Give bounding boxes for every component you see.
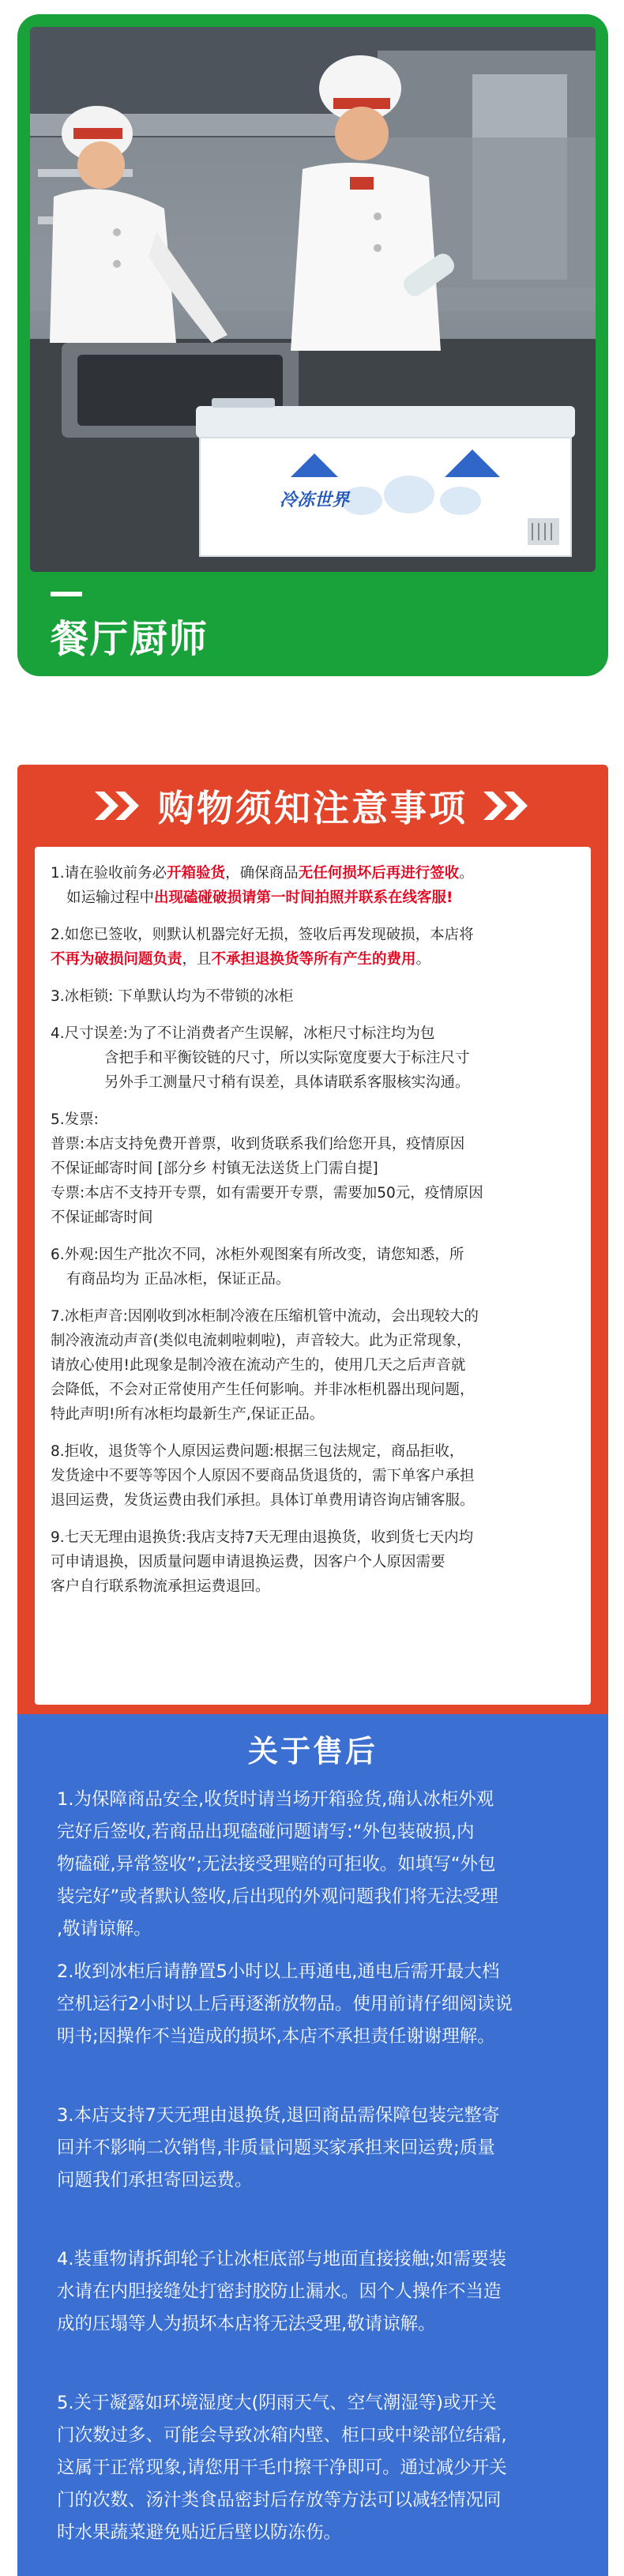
notice-rule-line: [51, 947, 575, 972]
notice-rule-7: [51, 1304, 575, 1427]
notice-rule-line: [51, 1550, 575, 1574]
after-sales-line: 1.为保障商品安全,收货时请当场开箱验货,确认冰柜外观: [57, 1789, 494, 1810]
notice-rule-line: [51, 886, 575, 910]
notice-rule-line: [51, 1132, 575, 1156]
after-sales-line: 水请在内胆接缝处打密封胶防止漏水。因个人操作不当造: [57, 2281, 502, 2302]
scene-card: [17, 14, 608, 676]
emphasis-text: 出现磕碰破损请第一时间拍照并联系在线客服!: [154, 889, 453, 906]
rule-text: 会降低，不会对正常使用产生任何影响。并非冰柜机器出现问题，: [51, 1382, 475, 1398]
after-sales-line: 时水果蔬菜避免贴近后壁以防冻伤。: [57, 2522, 342, 2543]
notice-title: 购物须知注意事项: [158, 787, 468, 829]
rule-text: 。: [415, 951, 431, 968]
rule-text: 制冷液流动声音(类似电流刺啦刺啦)，声音较大。此为正常现象，: [51, 1333, 472, 1349]
notice-rule-line: [51, 1205, 575, 1230]
scene-title: 餐厅厨师: [51, 617, 209, 661]
notice-rule-line: [51, 1304, 575, 1329]
notice-rule-line: [51, 1574, 575, 1599]
notice-rule-4: [51, 1021, 575, 1095]
after-sales-line: 装完好”或者默认签收,后出现的外观问题我们将无法受理: [57, 1886, 498, 1907]
rule-text: 客户自行联系物流承担运费退回。: [51, 1578, 270, 1595]
notice-rule-line: [51, 1525, 575, 1550]
notice-header: [17, 765, 608, 847]
rule-text: 请放心使用!此现象是制冷液在流动产生的，使用几天之后声音就: [51, 1357, 466, 1374]
notice-rule-line: [51, 1329, 575, 1353]
chef-kitchen-photo: [30, 27, 596, 572]
rule-text: 另外手工测量尺寸稍有误差，具体请联系客服核实沟通。: [104, 1074, 470, 1091]
after-sales-item-4: [57, 2243, 578, 2341]
freezer-brand-logo: 冷冻世界: [280, 491, 350, 510]
after-sales-line: 问题我们承担寄回运费。: [57, 2170, 253, 2191]
rule-text: 6.外观:因生产批次不同，冰柜外观图案有所改变，请您知悉，所: [51, 1247, 464, 1263]
title-accent-bar: [51, 592, 82, 596]
notice-rule-line: [51, 1464, 575, 1488]
notice-rule-line: [51, 1243, 575, 1267]
notice-rule-line: [51, 1402, 575, 1427]
after-sales-line: 明书;因操作不当造成的损坏,本店不承担责任谢谢理解。: [57, 2026, 495, 2047]
after-sales-title: 关于售后: [247, 1734, 378, 1769]
after-sales-line: 这属于正常现象,请您用干毛巾擦干净即可。通过减少开关: [57, 2458, 507, 2478]
after-sales-line: 2.收到冰柜后请静置5小时以上再通电,通电后需开最大档: [57, 1961, 500, 1982]
rule-text: 4.尺寸误差:为了不让消费者产生误解，冰柜尺寸标注均为包: [51, 1025, 435, 1042]
emphasis-text: 不再为破损问题负责: [51, 951, 182, 968]
rule-text: 。: [459, 865, 474, 882]
rule-text: 专票:本店不支持开专票，如有需要开专票，需要加50元，疫情原因: [51, 1185, 483, 1202]
rule-text: 如运输过程中: [66, 889, 155, 906]
notice-rule-line: [51, 1181, 575, 1205]
rule-text: 不保证邮寄时间: [51, 1209, 153, 1226]
shopping-notice-panel: [17, 765, 608, 1720]
after-sales-line: 门次数过多、可能会导致冰箱内壁、柜口或中梁部位结霜,: [57, 2425, 507, 2446]
double-chevron-right-icon: [482, 790, 532, 822]
after-sales-line: 3.本店支持7天无理由退换货,退回商品需保障包装完整寄: [57, 2105, 500, 2126]
notice-rule-line: [51, 1353, 575, 1378]
rule-text: ，且: [182, 951, 212, 968]
notice-rule-5: [51, 1107, 575, 1230]
rule-text: 9.七天无理由退换货:我店支持7天无理由退换货，收到货七天内均: [51, 1529, 474, 1546]
rule-text: 退回运费，发货运费由我们承担。具体订单费用请咨询店铺客服。: [51, 1492, 475, 1509]
notice-rule-line: [51, 984, 575, 1009]
notice-rule-8: [51, 1439, 575, 1513]
rule-text: 5.发票:: [51, 1111, 99, 1128]
after-sales-line: 4.装重物请拆卸轮子让冰柜底部与地面直接接触;如需要装: [57, 2249, 507, 2270]
double-chevron-right-icon: [93, 790, 144, 822]
after-sales-line: 回并不影响二次销售,非质量问题买家承担来回运费;质量: [57, 2138, 495, 2158]
rule-text: 可申请退换，因质量问题申请退换运费，因客户个人原因需要: [51, 1554, 445, 1570]
notice-rule-9: [51, 1525, 575, 1599]
after-sales-item-3: [57, 2100, 578, 2197]
rule-text: ，确保商品: [225, 865, 299, 882]
notice-rule-3: [51, 984, 575, 1009]
notice-rule-line: [51, 1046, 575, 1070]
notice-rule-line: [51, 861, 575, 886]
rule-text: 特此声明!所有冰柜均最新生产,保证正品。: [51, 1406, 325, 1423]
after-sales-line: 完好后签收,若商品出现磕碰问题请写:“外包装破损,内: [57, 1822, 475, 1842]
notice-rule-1: [51, 861, 575, 910]
after-sales-item-1: [57, 1784, 578, 1946]
notice-rule-line: [51, 923, 575, 947]
rule-text: 有商品均为 正品冰柜，保证正品。: [66, 1271, 291, 1288]
notice-rule-line: [51, 1267, 575, 1292]
notice-rule-line: [51, 1107, 575, 1132]
rule-text: 发货途中不要等等因个人原因不要商品货退货的，需下单客户承担: [51, 1468, 475, 1484]
rule-text: 2.如您已签收，则默认机器完好无损，签收后再发现破损，本店将: [51, 927, 474, 943]
after-sales-line: 空机运行2小时以上后再逐渐放物品。使用前请仔细阅读说: [57, 1994, 513, 2014]
after-sales-line: 5.关于凝露如环境湿度大(阴雨天气、空气潮湿等)或开关: [57, 2393, 497, 2413]
notice-rules-list: [35, 847, 591, 1705]
notice-rule-line: [51, 1070, 575, 1095]
rule-text: 3.冰柜锁: 下单默认均为不带锁的冰柜: [51, 988, 294, 1005]
notice-rule-line: [51, 1156, 575, 1181]
after-sales-line: 门的次数、汤汁类食品密封后存放等方法可以减轻情况同: [57, 2490, 502, 2510]
notice-rule-2: [51, 923, 575, 972]
after-sales-line: 物磕碰,异常签收”;无法接受理赔的可拒收。如填写“外包: [57, 1854, 496, 1875]
after-sales-line: ,敬请谅解。: [57, 1919, 152, 1939]
after-sales-item-2: [57, 1956, 578, 2053]
rule-text: 普票:本店支持免费开普票，收到货联系我们给您开具，疫情原因: [51, 1136, 465, 1153]
notice-rule-line: [51, 1021, 575, 1046]
notice-rule-line: [51, 1378, 575, 1402]
after-sales-item-5: [57, 2387, 578, 2549]
rule-text: 含把手和平衡铰链的尺寸，所以实际宽度要大于标注尺寸: [104, 1050, 470, 1066]
emphasis-text: 不承担退换货等所有产生的费用: [211, 951, 416, 968]
rule-text: 不保证邮寄时间 [部分乡 村镇无法送货上门需自提]: [51, 1160, 378, 1177]
notice-rule-line: [51, 1439, 575, 1464]
notice-rule-6: [51, 1243, 575, 1292]
emphasis-text: 开箱验货: [167, 865, 226, 882]
notice-rule-line: [51, 1488, 575, 1513]
rule-text: 7.冰柜声音:因刚收到冰柜制冷液在压缩机管中流动，会出现较大的: [51, 1308, 479, 1325]
emphasis-text: 无任何损坏后再进行签收: [298, 865, 460, 882]
after-sales-line: 成的压塌等人为损坏本店将无法受理,敬请谅解。: [57, 2314, 436, 2334]
after-sales-panel: [17, 1714, 608, 2576]
rule-text: 8.拒收，退货等个人原因运费问题:根据三包法规定，商品拒收，: [51, 1443, 464, 1460]
rule-text: 1.请在验收前务必: [51, 865, 167, 882]
